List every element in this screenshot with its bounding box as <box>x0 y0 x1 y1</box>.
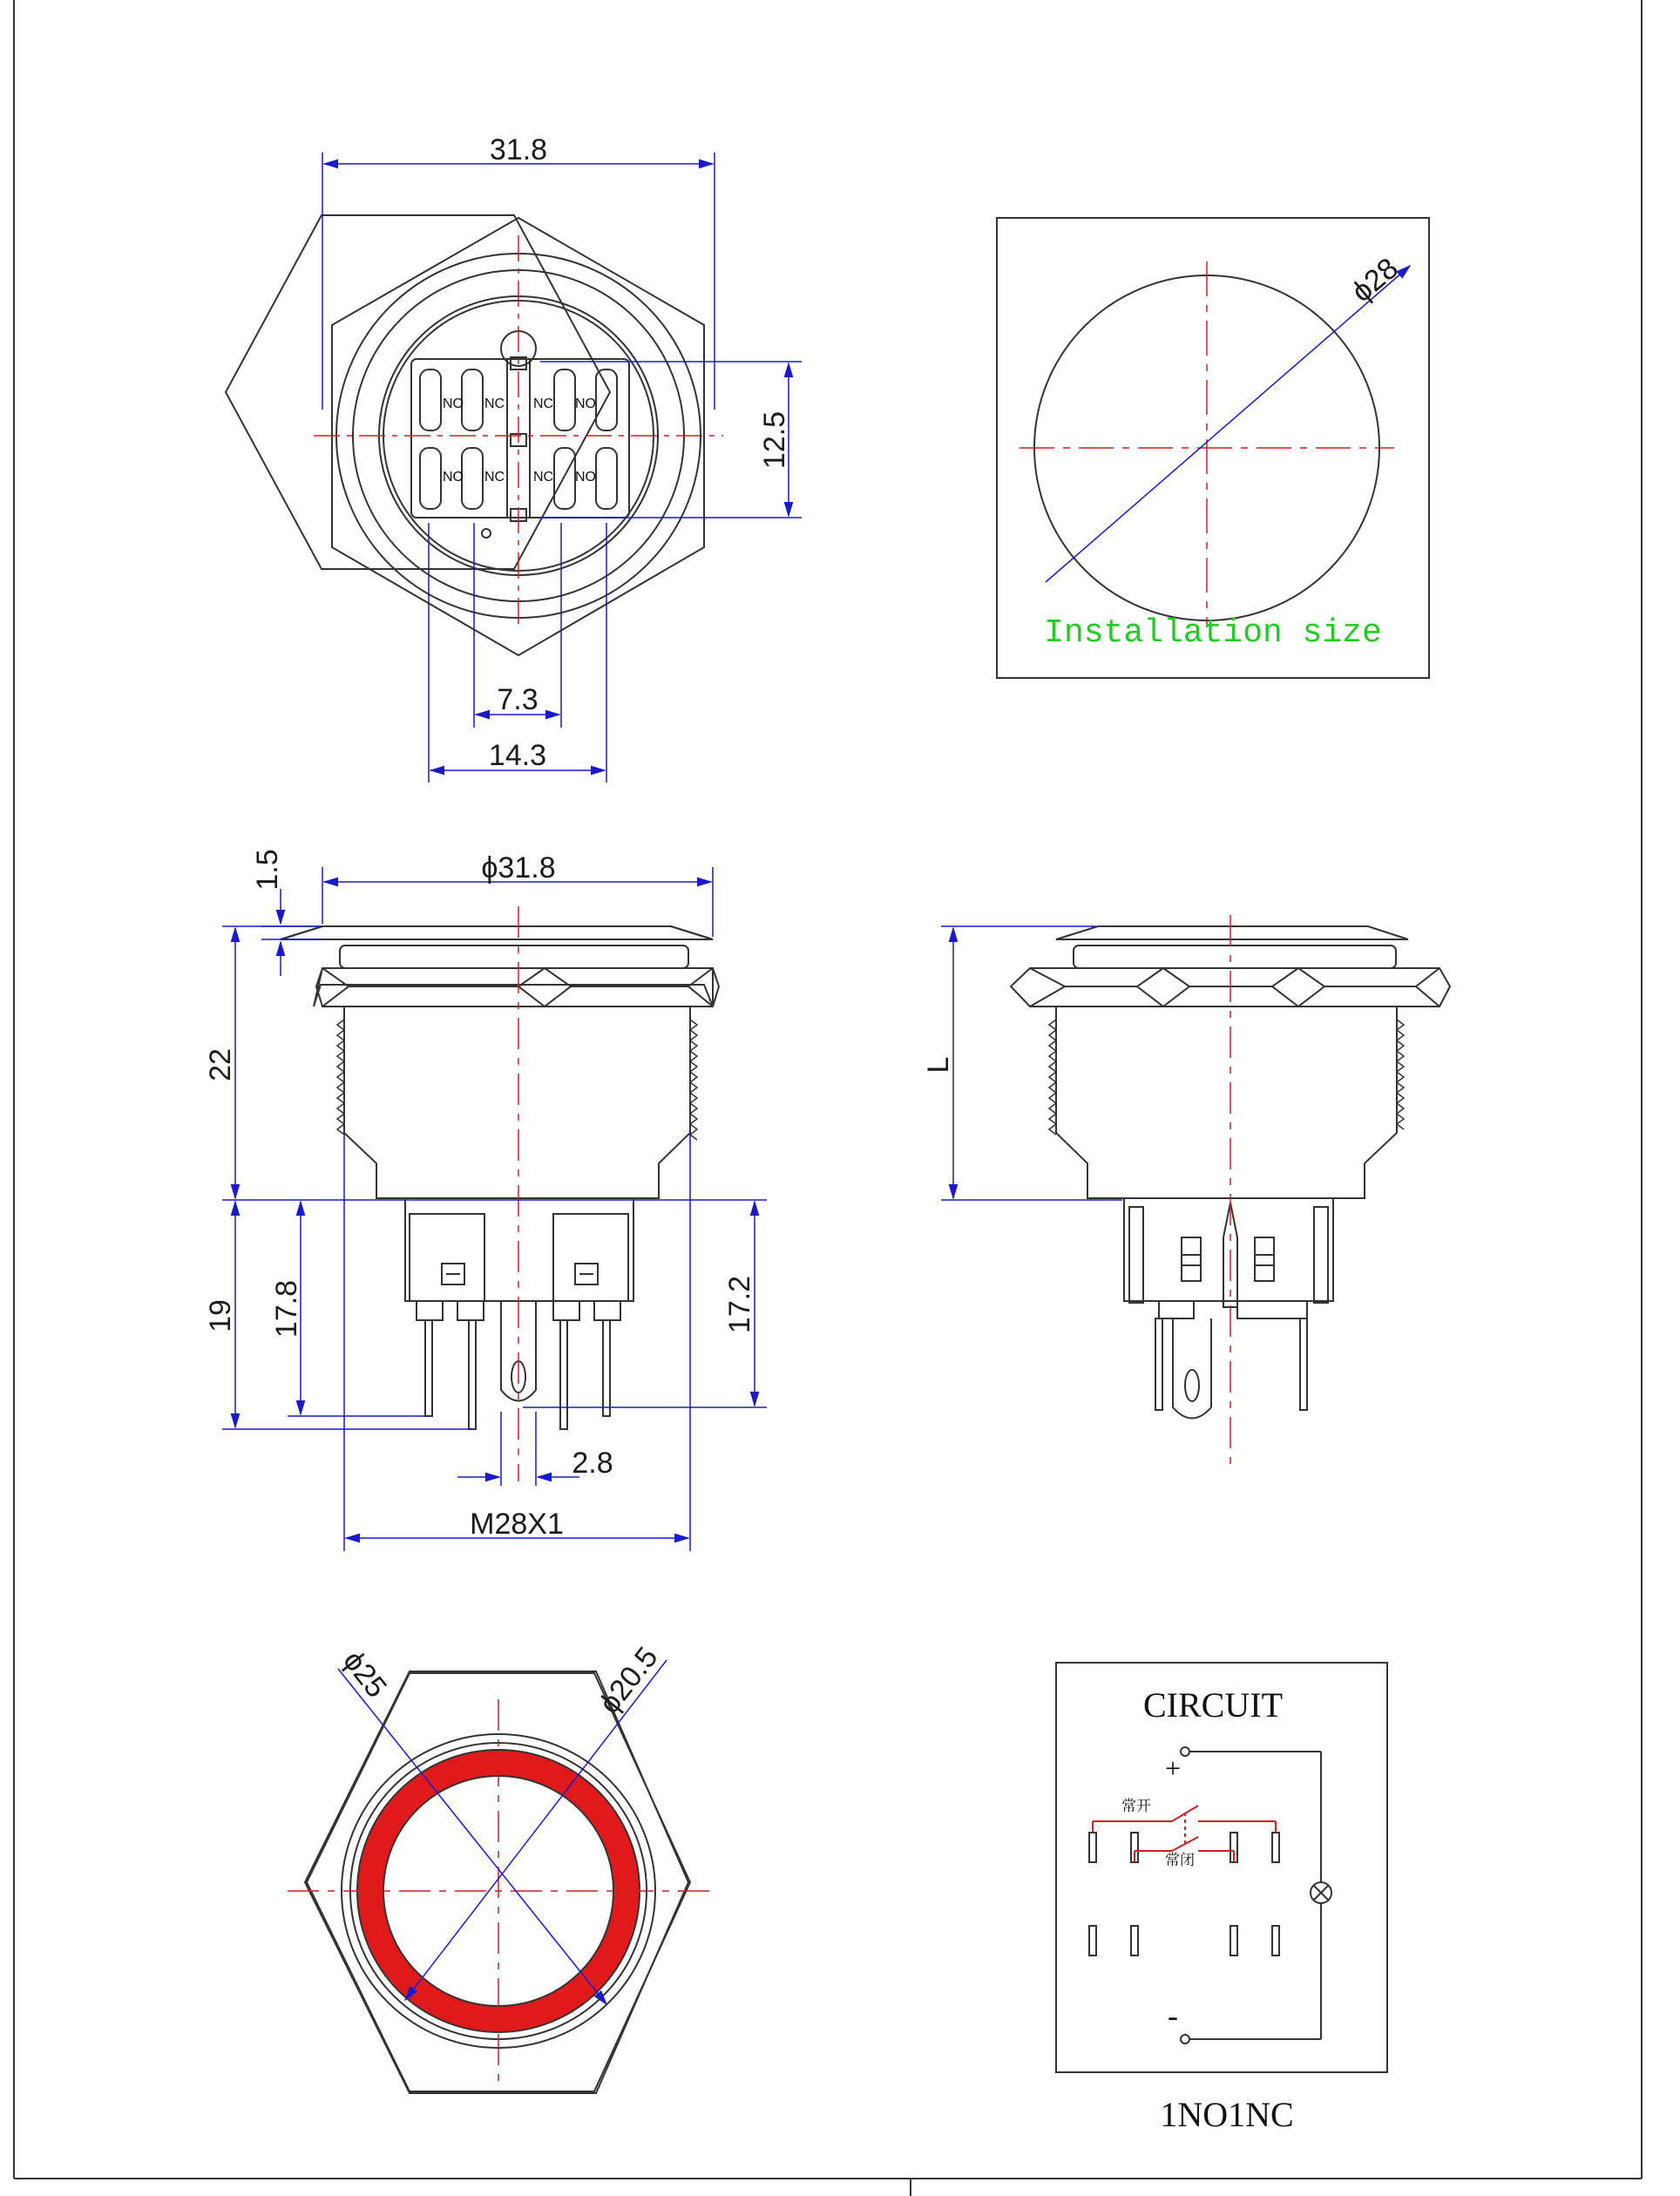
pin-pitch-dimension: 2.8 <box>572 1447 613 1480</box>
side-body-outline <box>281 926 719 1429</box>
circuit-title: CIRCUIT <box>1143 1685 1283 1725</box>
terminal-label-6: NC <box>484 470 505 485</box>
front-view <box>288 1641 710 2093</box>
pin-length-17-2-dimension: 17.2 <box>723 1275 756 1334</box>
body-height-dimension: 22 <box>204 1048 237 1081</box>
circuit-diagram <box>1056 1663 1387 2134</box>
pitch-7-3-dimension: 7.3 <box>497 683 539 716</box>
terminal-label-4: NO <box>575 396 596 411</box>
rear-width-dimension: 31.8 <box>489 133 548 166</box>
terminal-label-5: NO <box>443 470 464 485</box>
rear-hex-nut <box>226 215 610 569</box>
flange-thickness-dimension: 1.5 <box>251 849 284 891</box>
circuit-wiring <box>1089 1747 1331 2044</box>
inner-diameter-dimension: ϕ20.5 <box>593 1640 665 1720</box>
terminal-label-1: NO <box>443 396 464 411</box>
circuit-plus: + <box>1164 1752 1182 1784</box>
outer-diameter-dimension: ϕ25 <box>336 1644 394 1705</box>
terminal-label-8: NO <box>575 470 596 485</box>
length-l-dimension: L <box>922 1056 955 1074</box>
installation-diameter-dimension: ϕ28 <box>1345 251 1405 309</box>
normally-closed-label: 常闭 <box>1165 1852 1195 1868</box>
rear-dimensions <box>322 152 802 783</box>
front-centerlines <box>288 1699 710 2083</box>
terminal-label-2: NC <box>484 396 505 411</box>
terminal-label-3: NC <box>533 396 554 411</box>
side-dimensions <box>222 867 767 1551</box>
side-diameter-dimension: ϕ31.8 <box>481 851 556 884</box>
pitch-14-3-dimension: 14.3 <box>488 739 547 772</box>
installation-centerlines <box>1020 261 1394 627</box>
pin-length-17-8-dimension: 17.8 <box>270 1279 303 1339</box>
normally-open-label: 常开 <box>1121 1798 1151 1814</box>
thread-dimension: M28X1 <box>470 1508 564 1541</box>
side-thread-teeth <box>337 1020 697 1140</box>
installation-view <box>997 218 1429 678</box>
installation-caption: Installation size <box>1044 614 1382 652</box>
side-view <box>204 849 767 1551</box>
rear-view <box>226 133 802 783</box>
side-view-right <box>922 915 1450 1464</box>
rear-height-dimension: 12.5 <box>758 410 791 470</box>
circuit-model: 1NO1NC <box>1160 2095 1294 2134</box>
right-thread-teeth <box>1049 1020 1404 1135</box>
total-pin-length-dimension: 19 <box>204 1299 237 1332</box>
circuit-minus: - <box>1168 1998 1178 2033</box>
terminal-label-7: NC <box>533 470 554 485</box>
